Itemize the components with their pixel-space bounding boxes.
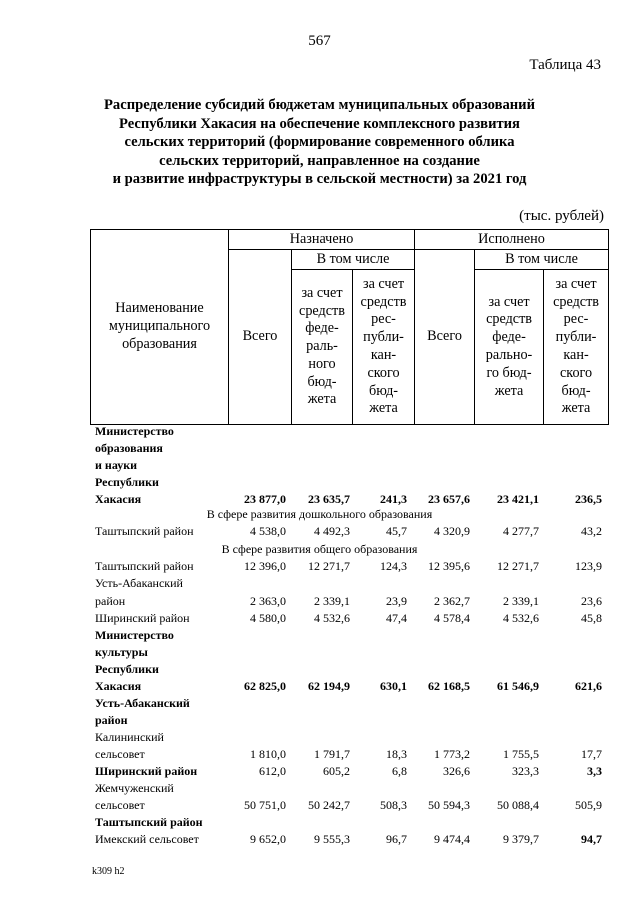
header-text-line: средств (553, 293, 599, 310)
value-federal-assigned: 23 635,7 (308, 492, 350, 506)
row-name: сельсовет (95, 798, 145, 812)
table-row (0, 645, 639, 662)
title-line: Республики Хакасия на обеспечение комплексного развития (119, 115, 520, 132)
header-text-line: публи- (363, 329, 404, 346)
table-row (0, 559, 639, 576)
row-name: и науки (95, 458, 138, 472)
header-text-line: жета (307, 391, 337, 408)
value-total-assigned: 612,0 (259, 764, 286, 778)
header-total-assigned: Всего (229, 250, 292, 425)
header-text-line: жета (561, 400, 591, 417)
header-total-executed: Всего (415, 250, 475, 425)
row-name: Таштыпский район (95, 815, 203, 829)
table-row (0, 458, 639, 475)
header-federal-executed (475, 270, 544, 425)
row-name: Имекский сельсовет (95, 832, 199, 846)
header-text-line: за счет (362, 275, 405, 292)
table-row (0, 764, 639, 781)
header-text-line: рес- (563, 311, 589, 328)
table-row (0, 475, 639, 492)
table-row (0, 798, 639, 815)
table-row (0, 781, 639, 798)
value-federal-executed: 323,3 (512, 764, 539, 778)
header-executed: Исполнено (415, 230, 609, 250)
value-total-assigned: 1 810,0 (250, 747, 286, 761)
value-federal-executed: 4 532,6 (503, 611, 539, 625)
table-row (0, 424, 639, 441)
value-total-executed: 2 362,7 (434, 594, 470, 608)
table-row (0, 576, 639, 593)
header-name-line: образования (122, 335, 197, 352)
row-name: Министерство (95, 424, 174, 438)
value-federal-assigned: 1 791,7 (314, 747, 350, 761)
value-federal-executed: 2 339,1 (503, 594, 539, 608)
title-line: Распределение субсидий бюджетам муниципальных образований (104, 97, 535, 113)
value-federal-assigned: 605,2 (323, 764, 350, 778)
header-text-line: за счет (488, 293, 530, 310)
header-name-line: Наименование (115, 300, 204, 317)
row-name: район (95, 594, 126, 608)
value-republic-executed: 123,9 (575, 559, 602, 573)
table-label: Таблица 43 (529, 57, 601, 73)
table-row (0, 832, 639, 849)
table-row (0, 730, 639, 747)
header-text-line: бюд- (307, 373, 337, 390)
table-row (0, 594, 639, 611)
header-text-line: го бюд- (486, 364, 532, 381)
table-row (0, 815, 639, 832)
row-name: Хакасия (95, 492, 142, 506)
value-federal-executed: 23 421,1 (497, 492, 539, 506)
value-federal-executed: 4 277,7 (503, 524, 539, 538)
document-title (60, 96, 579, 189)
value-total-executed: 4 578,4 (434, 611, 470, 625)
value-total-assigned: 4 538,0 (250, 524, 286, 538)
value-republic-executed: 23,6 (581, 594, 602, 608)
header-text-line: жета (494, 382, 524, 399)
value-republic-executed: 17,7 (581, 747, 602, 761)
value-total-assigned: 4 580,0 (250, 611, 286, 625)
value-republic-executed: 45,8 (581, 611, 602, 625)
header-text-line: феде- (492, 329, 526, 346)
table-row (0, 441, 639, 458)
value-total-executed: 23 657,6 (428, 492, 470, 506)
header-text-line: феде- (305, 320, 339, 337)
table-row (0, 713, 639, 730)
value-total-assigned: 2 363,0 (250, 594, 286, 608)
header-text-line: средств (360, 293, 407, 310)
row-name: образования (95, 441, 163, 455)
value-republic-assigned: 23,9 (386, 594, 407, 608)
value-federal-assigned: 4 492,3 (314, 524, 350, 538)
value-federal-executed: 9 379,7 (503, 832, 539, 846)
header-text-line: кан- (563, 347, 589, 363)
title-line: сельских территорий (формирование современного облика (124, 134, 515, 150)
value-republic-assigned: 18,3 (386, 747, 407, 761)
value-total-assigned: 12 396,0 (244, 559, 286, 573)
title-line: и развитие инфраструктуры в сельской местности) за 2021 год (112, 171, 527, 187)
header-text-line: кан- (370, 347, 397, 363)
value-total-executed: 50 594,3 (428, 798, 470, 812)
header-federal-assigned (292, 270, 353, 425)
row-name: культуры (95, 645, 148, 659)
table-row (0, 628, 639, 645)
value-federal-assigned: 2 339,1 (314, 594, 350, 608)
header-text-line: жета (369, 400, 398, 417)
header-text-line: ского (559, 364, 593, 381)
header-name-cell (91, 230, 229, 425)
value-republic-executed: 236,5 (575, 492, 602, 506)
title-line: сельских территорий, направленное на создание (159, 152, 480, 169)
value-total-executed: 62 168,5 (428, 679, 470, 693)
value-republic-assigned: 45,7 (386, 524, 407, 538)
section-heading: В сфере развития общего образования (221, 542, 418, 556)
header-text-line: средств (299, 302, 345, 319)
value-federal-executed: 1 755,5 (503, 747, 539, 761)
value-total-assigned: 50 751,0 (244, 798, 286, 812)
value-federal-executed: 12 271,7 (497, 559, 539, 573)
row-name: сельсовет (95, 747, 145, 761)
header-name-line: муниципального (108, 318, 211, 335)
row-name: Таштыпский район (95, 559, 194, 573)
value-republic-executed: 3,3 (587, 764, 602, 778)
row-name: Хакасия (95, 679, 142, 693)
value-republic-assigned: 241,3 (380, 492, 407, 506)
value-republic-assigned: 96,7 (386, 832, 407, 846)
header-text-line: раль- (306, 338, 338, 355)
row-name: Жемчуженский (95, 781, 174, 795)
value-republic-executed: 621,6 (575, 679, 602, 693)
header-assigned: Назначено (229, 230, 415, 250)
header-text-line: за счет (555, 275, 597, 292)
value-republic-assigned: 508,3 (380, 798, 407, 812)
footer-code: k309 h2 (92, 866, 125, 877)
value-republic-executed: 94,7 (581, 832, 602, 846)
table-row (0, 662, 639, 679)
row-name: Республики (95, 662, 159, 676)
table-row (0, 747, 639, 764)
value-total-assigned: 23 877,0 (244, 492, 286, 506)
header-text-line: бюд- (561, 382, 591, 399)
row-name: Республики (95, 475, 159, 489)
value-republic-assigned: 124,3 (380, 559, 407, 573)
row-name: район (95, 713, 128, 727)
header-text-line: рально- (485, 347, 533, 363)
table-header (90, 229, 609, 425)
table-row (0, 696, 639, 713)
header-text-line: бюд- (368, 382, 399, 399)
value-federal-assigned: 12 271,7 (308, 559, 350, 573)
row-name: Усть-Абаканский (95, 696, 190, 710)
header-including-executed: В том числе (475, 250, 609, 270)
header-text-line: средств (486, 311, 532, 328)
value-federal-assigned: 4 532,6 (314, 611, 350, 625)
header-including-assigned: В том числе (292, 250, 415, 270)
value-total-executed: 4 320,9 (434, 524, 470, 538)
row-name: Ширинский район (95, 611, 190, 625)
value-total-assigned: 62 825,0 (244, 679, 286, 693)
value-republic-executed: 505,9 (575, 798, 602, 812)
header-text-line: за счет (301, 284, 343, 301)
value-republic-assigned: 6,8 (392, 764, 407, 778)
header-text-line: публи- (555, 329, 597, 346)
section-heading: В сфере развития дошкольного образования (206, 507, 433, 521)
row-name: Министерство (95, 628, 174, 642)
row-name: Таштыпский район (95, 524, 194, 538)
row-name: Ширинский район (95, 764, 198, 778)
units-label: (тыс. рублей) (519, 208, 604, 224)
row-name: Усть-Абаканский (95, 576, 183, 590)
page-number: 567 (308, 33, 331, 49)
table-row (0, 524, 639, 541)
header-republic-executed (544, 270, 609, 425)
value-total-executed: 12 395,6 (428, 559, 470, 573)
row-name: Калининский (95, 730, 164, 744)
value-republic-executed: 43,2 (581, 524, 602, 538)
value-total-executed: 9 474,4 (434, 832, 470, 846)
header-text-line: ного (308, 355, 336, 372)
value-federal-assigned: 62 194,9 (308, 679, 350, 693)
value-total-assigned: 9 652,0 (250, 832, 286, 846)
header-text-line: ского (367, 364, 400, 381)
value-federal-assigned: 9 555,3 (314, 832, 350, 846)
header-republic-assigned (353, 270, 415, 425)
value-federal-executed: 61 546,9 (497, 679, 539, 693)
value-republic-assigned: 630,1 (380, 679, 407, 693)
value-republic-assigned: 47,4 (386, 611, 407, 625)
value-federal-assigned: 50 242,7 (308, 798, 350, 812)
value-federal-executed: 50 088,4 (497, 798, 539, 812)
value-total-executed: 1 773,2 (434, 747, 470, 761)
table-row (0, 679, 639, 696)
value-total-executed: 326,6 (443, 764, 470, 778)
table-row (0, 611, 639, 628)
header-text-line: рес- (371, 311, 396, 328)
